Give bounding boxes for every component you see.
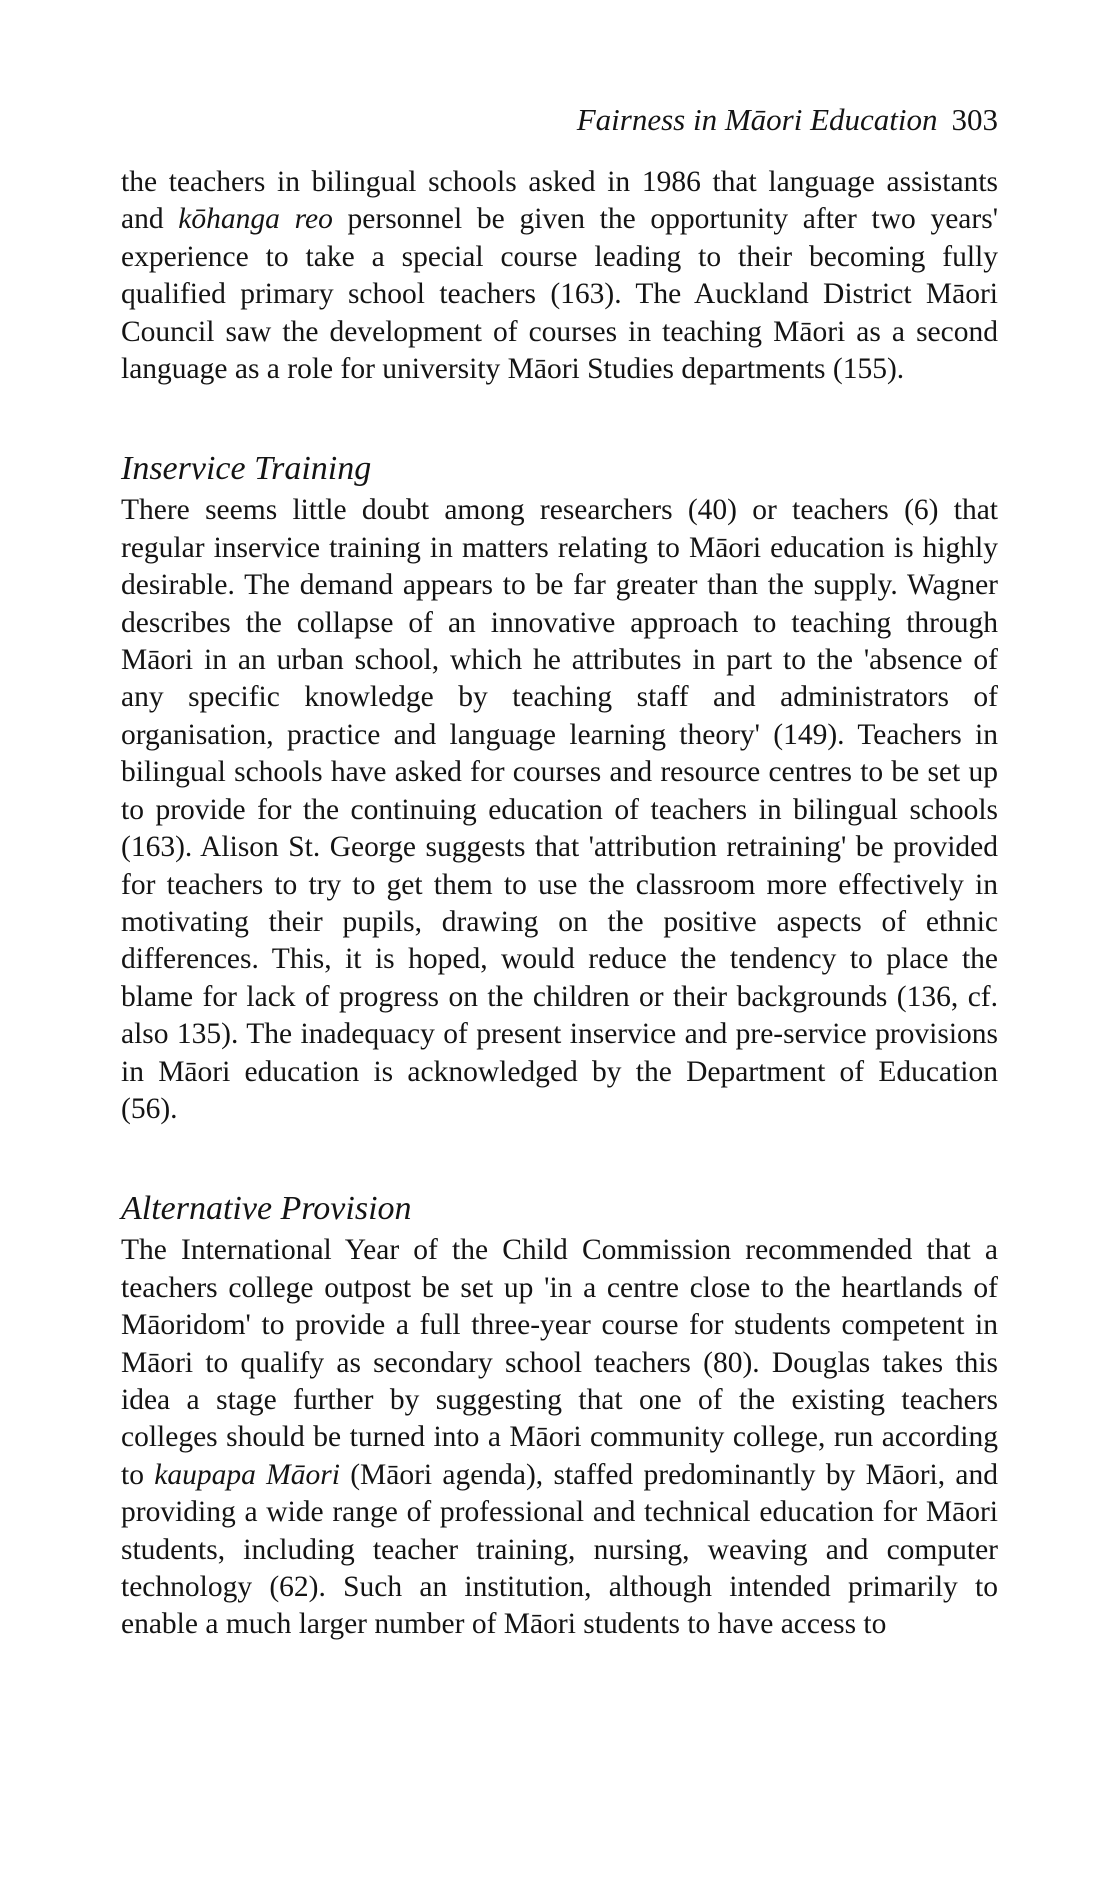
paragraph-text: (Māori agenda), staffed predominantly by Māori, and providing a wide range of professional and technical education for Māori students, including teacher training, nursing, weaving and computer technology (62). Such an institution, although intended primarily to enable a much larger number of Māori students to have access to bbox=[121, 1458, 999, 1641]
section-heading-alternative-provision: Alternative Provision bbox=[121, 1190, 412, 1228]
paragraph-text: personnel be given the opportunity after two years' experience to take a special course leading to their becoming fully qualified primary school teachers (163). The Auckland District Māori Council saw the development of courses in teaching Māori as a second language as a role for university Māori Studies departments (155). bbox=[121, 203, 999, 386]
paragraph-alternative-provision bbox=[121, 1232, 998, 1643]
running-head bbox=[121, 98, 998, 142]
paragraph-text: The International Year of the Child Commission recommended that a teachers college outpost be set up 'in a centre close to the heartlands of Māoridom' to provide a full three-year course for students competent in Māori to qualify as secondary school teachers (80). Douglas takes this idea a stage further by suggesting that one of the existing teachers colleges should be turned into a Māori community college, run according to bbox=[121, 1234, 998, 1491]
paragraph-continued bbox=[121, 164, 998, 388]
book-page bbox=[121, 98, 998, 1644]
paragraph-inservice-training: There seems little doubt among researchers (40) or teachers (6) that regular inservice training in matters relating to Māori education is highly desirable. The demand appears to be far greater than the supply. Wagner describes the collapse of an innovative approach to teaching through Māori in an urban school, which he attributes in part to the 'absence of any specific knowledge by teaching staff and administrators of organisation, practice and language learning theory' (149). Teachers in bilingual schools have asked for courses and resource centres to be set up to provide for the continuing education of teachers in bilingual schools (163). Alison St. George suggests that 'attribution retraining' be provided for teachers to try to get them to use the classroom more effectively in motivating their pupils, drawing on the positive aspects of ethnic differences. This, it is hoped, would reduce the tendency to place the blame for lack of progress on the children or their backgrounds (136, cf. also 135). The inadequacy of present inservice and pre-service provisions in Māori education is acknowledged by the Department of Education (56). bbox=[121, 494, 998, 1125]
running-head-title: Fairness in Māori Education bbox=[576, 102, 938, 137]
italic-term: kaupapa Māori bbox=[154, 1458, 340, 1491]
section-heading-inservice-training: Inservice Training bbox=[121, 450, 372, 488]
page-number: 303 bbox=[951, 102, 998, 137]
paragraph-text: the teachers in bilingual schools asked in 1986 that language assistants and bbox=[121, 166, 998, 236]
italic-term: kōhanga reo bbox=[178, 203, 333, 236]
